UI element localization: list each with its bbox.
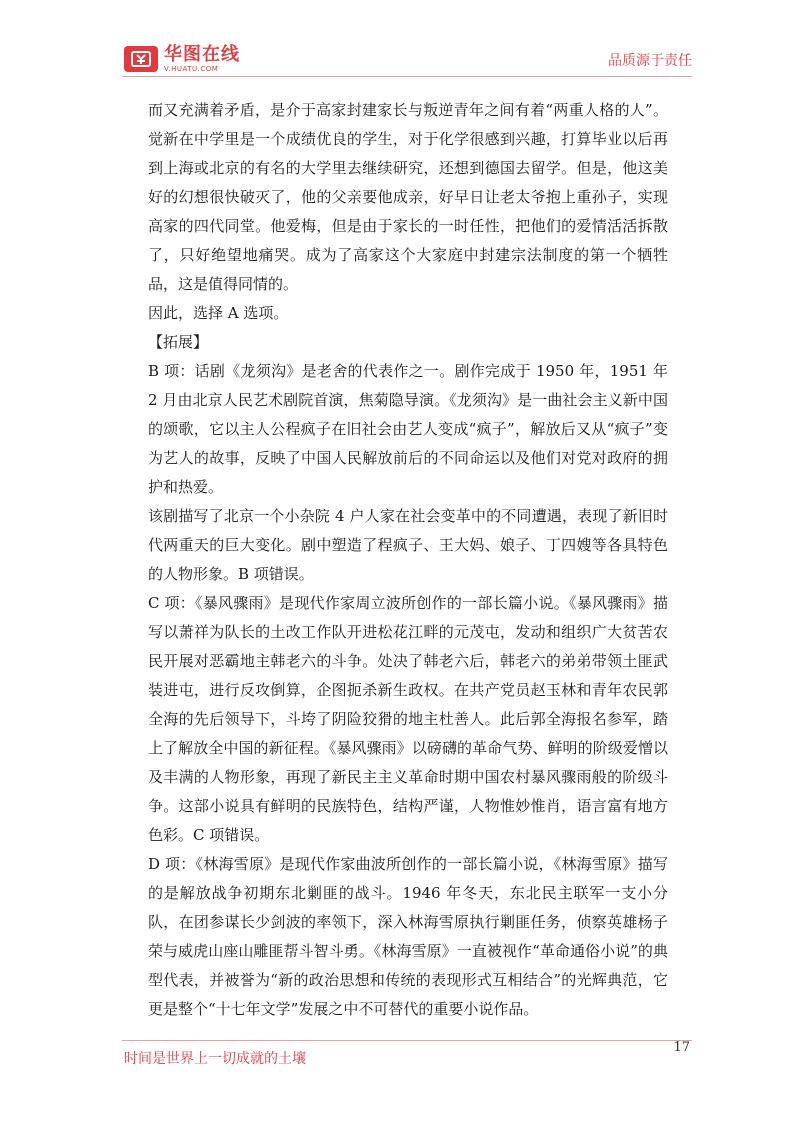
- document-body: [148, 96, 668, 1024]
- paragraph-option-b: B 项：话剧《龙须沟》是老舍的代表作之一。剧作完成于 1950 年，1951 年 2 月由北京人民艺术剧院首演，焦菊隐导演。《龙须沟》是一曲社会主义新中国的颂歌，它以主人公程疯子在旧社会由艺人变成“疯子”，解放后又从“疯子”变为艺人的故事，反映了中国人民解放前后的不同命运以及他们对党对政府的拥护和热爱。: [148, 362, 668, 496]
- paragraph-answer: 因此，选择 A 选项。: [148, 304, 289, 322]
- paragraph-option-b-detail: 该剧描写了北京一个小杂院 4 户人家在社会变革中的不同遭遇，表现了新旧时代两重天的巨大变化。剧中塑造了程疯子、王大妈、娘子、丁四嫂等各具特色的人物形象。B 项错误。: [148, 507, 668, 583]
- header-divider: [122, 76, 692, 77]
- logo-name: 华图在线: [164, 43, 240, 65]
- footer-motto: 时间是世界上一切成就的土壤: [124, 1051, 306, 1067]
- logo-url: V.HUATU.COM: [164, 64, 219, 73]
- huatu-logo: [124, 43, 240, 73]
- paragraph-option-d: D 项：《林海雪原》是现代作家曲波所创作的一部长篇小说，《林海雪原》描写的是解放战争初期东北剿匪的战斗。1946 年冬天，东北民主联军一支小分队，在团参谋长少剑波的率领下，深入林海雪原执行剿匪任务，侦察英雄杨子荣与威虎山座山雕匪帮斗智斗勇。《林海雪原》一直被视作“革命通俗小说”的典型代表，并被誉为“新的政治思想和传统的表现形式互相结合”的光辉典范，它更是整个“十七年文学”发展之中不可替代的重要小说作品。: [148, 855, 668, 1018]
- header-slogan: 品质源于责任: [608, 53, 692, 69]
- footer-divider: [122, 1040, 692, 1041]
- page-number: 17: [673, 1040, 690, 1055]
- page-header: [0, 0, 800, 90]
- paragraph-extension-heading: 【拓展】: [148, 333, 209, 351]
- paragraph-gaojia-analysis: 而又充满着矛盾，是介于高家封建家长与叛逆青年之间有着“两重人格的人”。觉新在中学里是一个成绩优良的学生，对于化学很感到兴趣，打算毕业以后再到上海或北京的有名的大学里去继续研究，还想到德国去留学。但是，他这美好的幻想很快破灭了，他的父亲要他成亲，好早日让老太爷抱上重孙子，实现高家的四代同堂。他爱梅，但是由于家长的一时任性，把他们的爱情活活拆散了，只好绝望地痛哭。成为了高家这个大家庭中封建宗法制度的第一个牺牲品，这是值得同情的。: [148, 101, 668, 293]
- paragraph-option-c: C 项：《暴风骤雨》是现代作家周立波所创作的一部长篇小说。《暴风骤雨》描写以萧祥为队长的土改工作队开进松花江畔的元茂屯，发动和组织广大贫苦农民开展对恶霸地主韩老六的斗争。处决了韩老六后，韩老六的弟弟带领土匪武装进屯，进行反攻倒算，企图扼杀新生政权。在共产党员赵玉林和青年农民郭全海的先后领导下，斗垮了阴险狡猾的地主杜善人。此后郭全海报名参军，踏上了解放全中国的新征程。《暴风骤雨》以磅礴的革命气势、鲜明的阶级爱憎以及丰满的人物形象，再现了新民主主义革命时期中国农村暴风骤雨般的阶级斗争。这部小说具有鲜明的民族特色，结构严谨，人物惟妙惟肖，语言富有地方色彩。C 项错误。: [148, 594, 668, 844]
- huatu-logo-icon: [124, 46, 158, 72]
